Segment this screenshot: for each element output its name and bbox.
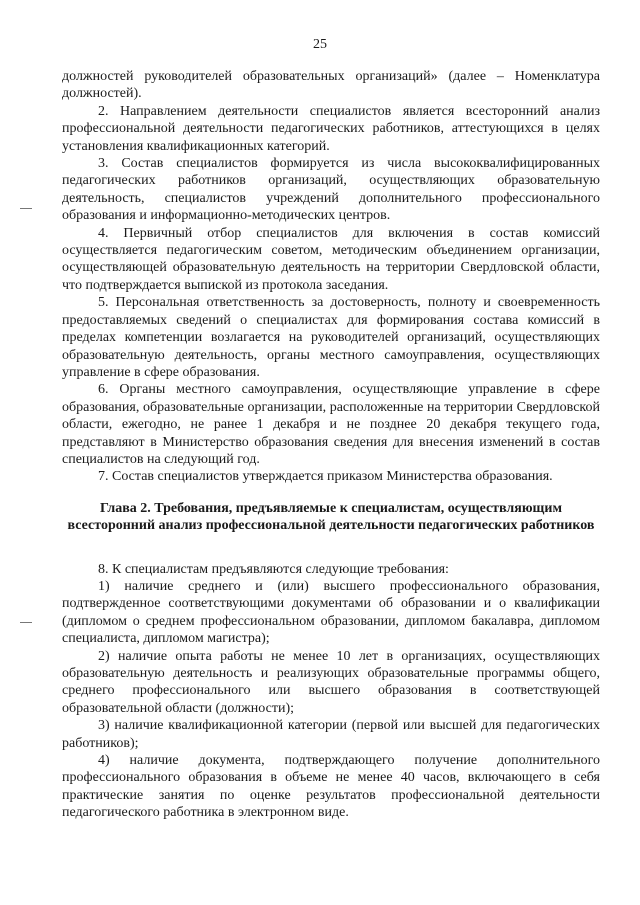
margin-mark xyxy=(20,622,32,623)
requirement-item-2: 2) наличие опыта работы не менее 10 лет в организациях, осуществляющих образовательную деятельность и реализующих образовательные программы общего, среднего профессионального или высшего образования в соответствующей образовательной области (должности); xyxy=(62,648,600,716)
document-body xyxy=(62,68,600,822)
chapter-title: Глава 2. Требования, предъявляемые к специалистам, осуществляющим всесторонний анализ профессиональной деятельности педагогических работников xyxy=(67,500,595,534)
paragraph-continuation: должностей руководителей образовательных организаций» (далее – Номенклатура должностей). xyxy=(62,69,600,102)
paragraph-item-3: 3. Состав специалистов формируется из числа высококвалифицированных педагогических работников организаций, осуществляющих образовательную деятельность, специалистов учреждений дополнительного профессионального образования и информационно-методических центров. xyxy=(62,156,600,224)
paragraph-item-7: 7. Состав специалистов утверждается приказом Министерства образования. xyxy=(98,469,553,485)
paragraph-item-6: 6. Органы местного самоуправления, осуществляющие управление в сфере образования, образовательные организации, расположенные на территории Свердловской области, ежегодно, не ранее 1 декабря и не позднее 20 декабря текущего года, представляют в Министерство образования сведения для внесения изменений в состав специалистов на следующий год. xyxy=(62,382,600,467)
paragraph-item-4: 4. Первичный отбор специалистов для включения в состав комиссий осуществляется педагогическим советом, методическим объединением организации, осуществляющей образовательную деятельность на территории Свердловской области, что подтверждается выпиской из протокола заседания. xyxy=(62,225,600,293)
margin-mark xyxy=(20,208,32,209)
paragraph-item-5: 5. Персональная ответственность за достоверность, полноту и своевременность предоставляемых сведений о специалистах для формирования состава комиссий в пределах компетенции возлагается на руководителей организаций, осуществляющих образовательную деятельность, органы местного самоуправления, осуществляющих управление в сфере образования. xyxy=(62,295,600,380)
requirement-item-1: 1) наличие среднего и (или) высшего профессионального образования, подтвержденное соответствующими документами об образовании и о квалификации (дипломом о среднем профессиональном образовании, дипломом бакалавра, дипломом специалиста, дипломом магистра); xyxy=(62,578,600,647)
paragraph-item-8: 8. К специалистам предъявляются следующие требования: xyxy=(98,561,449,577)
paragraph-item-2: 2. Направлением деятельности специалистов является всесторонний анализ профессиональной деятельности педагогических работников, аттестующихся в целях установления квалификационных категорий. xyxy=(62,103,600,154)
requirement-item-3: 3) наличие квалификационной категории (первой или высшей для педагогических работников); xyxy=(62,718,600,751)
requirement-item-4: 4) наличие документа, подтверждающего получение дополнительного профессионального образования в объеме не менее 40 часов, включающего в себя практические занятия по оценке результатов профессиональной деятельности педагогического работника в электронном виде. xyxy=(62,753,600,821)
page-number: 25 xyxy=(313,37,327,52)
